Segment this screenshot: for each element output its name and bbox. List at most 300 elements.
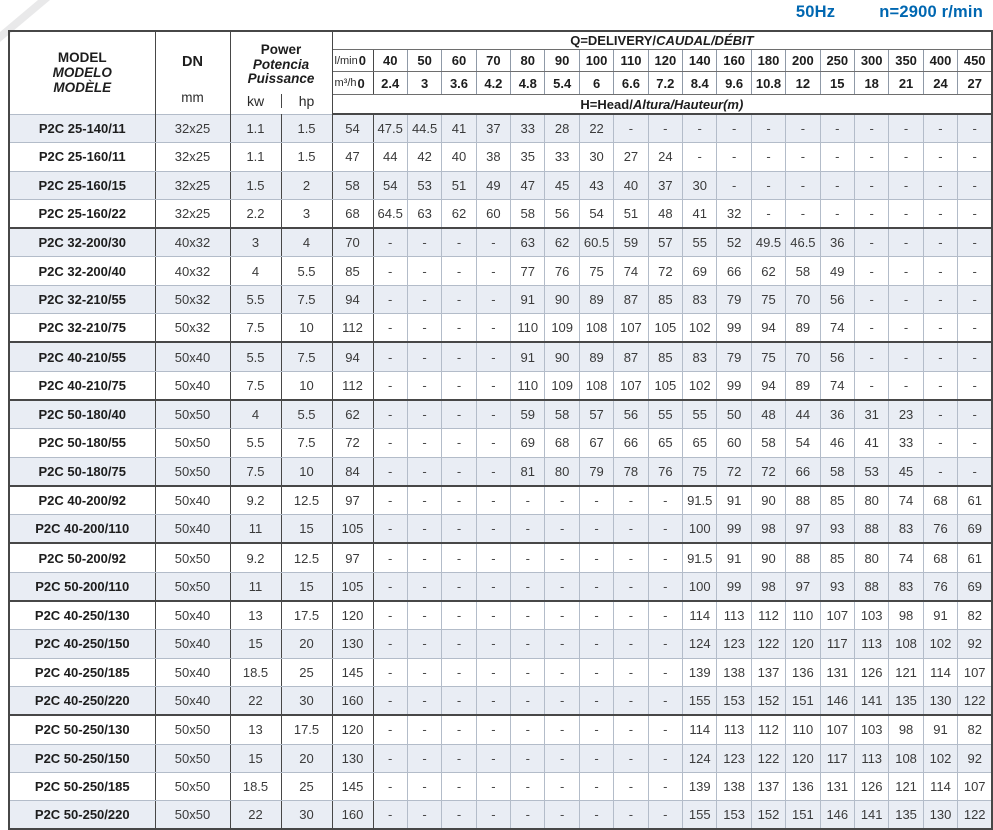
head-value-cell: 122	[751, 744, 785, 772]
head-value-cell: 117	[820, 630, 854, 658]
head-value-cell: 62	[545, 228, 579, 257]
kw-cell: 3	[230, 228, 281, 257]
head-value-cell: -	[373, 486, 407, 515]
hp-cell: 12.5	[281, 486, 332, 515]
head-value-cell: -	[854, 371, 888, 400]
model-cell: P2C 25-160/15	[9, 171, 155, 199]
flow-m3h-value: 6	[579, 72, 613, 95]
head-value-cell: 75	[751, 342, 785, 371]
head-value-cell: -	[442, 715, 476, 744]
head-value-cell: 23	[889, 400, 923, 429]
head-value-cell: 151	[786, 686, 820, 715]
flow-m3h-value: 7.2	[648, 72, 682, 95]
head-value-cell: -	[407, 314, 441, 343]
head-value-cell: -	[373, 515, 407, 544]
flow-m3h-value: 27	[958, 72, 993, 95]
head-value-cell: -	[407, 572, 441, 601]
head-value-cell: -	[889, 314, 923, 343]
head-value-cell: -	[923, 114, 957, 143]
head-value-cell: -	[614, 114, 648, 143]
c0-cell: 47	[332, 143, 373, 171]
head-value-cell: 58	[511, 199, 545, 228]
kw-cell: 13	[230, 715, 281, 744]
head-value-cell: 131	[820, 658, 854, 686]
head-value-cell: -	[442, 285, 476, 313]
model-cell: P2C 40-200/110	[9, 515, 155, 544]
flow-lmin-value: 80	[511, 50, 545, 72]
head-value-cell: 117	[820, 744, 854, 772]
head-value-cell: 41	[854, 429, 888, 457]
kw-cell: 5.5	[230, 285, 281, 313]
head-value-cell: -	[407, 400, 441, 429]
model-title-en: MODEL	[57, 50, 107, 66]
head-value-cell: -	[442, 686, 476, 715]
head-value-cell: -	[889, 257, 923, 285]
head-value-cell: 123	[717, 630, 751, 658]
head-value-cell: -	[511, 630, 545, 658]
head-value-cell: -	[579, 686, 613, 715]
head-value-cell: 75	[579, 257, 613, 285]
model-cell: P2C 40-250/185	[9, 658, 155, 686]
model-cell: P2C 50-180/75	[9, 457, 155, 486]
power-title-fr: Puissance	[247, 71, 315, 87]
head-value-cell: 109	[545, 314, 579, 343]
head-value-cell: -	[614, 601, 648, 630]
flow-m3h-value: 18	[854, 72, 888, 95]
c0-cell: 145	[332, 658, 373, 686]
head-value-cell: 63	[407, 199, 441, 228]
head-value-cell: 88	[786, 486, 820, 515]
head-value-cell: 33	[889, 429, 923, 457]
table-row	[9, 543, 992, 572]
table-row	[9, 171, 992, 199]
head-value-cell: 72	[717, 457, 751, 486]
head-value-cell: -	[373, 285, 407, 313]
hp-cell: 10	[281, 371, 332, 400]
head-value-cell: -	[579, 715, 613, 744]
dn-cell: 50x40	[155, 371, 230, 400]
head-value-cell: -	[579, 543, 613, 572]
head-value-cell: 38	[476, 143, 510, 171]
head-value-cell: 78	[614, 457, 648, 486]
head-value-cell: 59	[511, 400, 545, 429]
head-value-cell: -	[545, 486, 579, 515]
head-value-cell: -	[889, 143, 923, 171]
head-value-cell: 94	[751, 371, 785, 400]
head-value-cell: 54	[786, 429, 820, 457]
head-value-cell: -	[958, 429, 993, 457]
head-value-cell: 40	[442, 143, 476, 171]
head-value-cell: -	[511, 601, 545, 630]
head-value-cell: -	[648, 114, 682, 143]
kw-cell: 7.5	[230, 371, 281, 400]
head-value-cell: -	[614, 486, 648, 515]
head-value-cell: -	[854, 199, 888, 228]
table-row	[9, 658, 992, 686]
head-value-cell: 98	[889, 715, 923, 744]
model-cell: P2C 50-250/220	[9, 801, 155, 830]
head-value-cell: 59	[614, 228, 648, 257]
kw-cell: 2.2	[230, 199, 281, 228]
head-value-cell: -	[786, 171, 820, 199]
head-value-cell: -	[614, 772, 648, 800]
head-value-cell: 53	[407, 171, 441, 199]
head-value-cell: -	[889, 371, 923, 400]
head-value-cell: 113	[717, 601, 751, 630]
head-value-cell: 87	[614, 285, 648, 313]
head-value-cell: -	[614, 515, 648, 544]
table-row	[9, 572, 992, 601]
head-value-cell: 114	[683, 715, 717, 744]
head-value-cell: 61	[958, 486, 993, 515]
head-value-cell: 62	[442, 199, 476, 228]
flow-lmin-value: 400	[923, 50, 957, 72]
head-value-cell: 135	[889, 686, 923, 715]
head-value-cell: -	[786, 143, 820, 171]
flow-m3h-value: 3.6	[442, 72, 476, 95]
head-value-cell: -	[958, 371, 993, 400]
hp-cell: 7.5	[281, 342, 332, 371]
flow-lmin-value: 70	[476, 50, 510, 72]
table-row	[9, 457, 992, 486]
hp-cell: 10	[281, 457, 332, 486]
head-value-cell: -	[407, 744, 441, 772]
head-value-cell: -	[854, 342, 888, 371]
head-value-cell: -	[648, 543, 682, 572]
head-value-cell: -	[786, 114, 820, 143]
head-value-cell: 107	[820, 601, 854, 630]
head-value-cell: 40	[614, 171, 648, 199]
head-value-cell: -	[476, 371, 510, 400]
head-value-cell: -	[923, 171, 957, 199]
table-row	[9, 314, 992, 343]
head-value-cell: -	[407, 543, 441, 572]
head-value-cell: 31	[854, 400, 888, 429]
head-value-cell: 52	[717, 228, 751, 257]
head-value-cell: 80	[854, 543, 888, 572]
lmin-unit-label: l/min	[334, 54, 358, 67]
head-value-cell: 99	[717, 371, 751, 400]
head-value-cell: 54	[373, 171, 407, 199]
kw-cell: 18.5	[230, 658, 281, 686]
c0-cell: 160	[332, 801, 373, 830]
hp-cell: 4	[281, 228, 332, 257]
flow-lmin-value: 140	[683, 50, 717, 72]
head-value-cell: -	[476, 572, 510, 601]
dn-cell: 40x32	[155, 228, 230, 257]
head-value-cell: 120	[786, 630, 820, 658]
head-value-cell: 110	[511, 371, 545, 400]
head-value-cell: 58	[545, 400, 579, 429]
head-value-cell: -	[407, 715, 441, 744]
kw-cell: 4	[230, 400, 281, 429]
head-value-cell: -	[854, 257, 888, 285]
head-value-cell: 99	[717, 515, 751, 544]
head-value-cell: 55	[683, 400, 717, 429]
head-value-cell: -	[889, 114, 923, 143]
head-value-cell: 146	[820, 801, 854, 830]
c0-cell: 130	[332, 630, 373, 658]
head-value-cell: -	[442, 772, 476, 800]
c0-cell: 120	[332, 715, 373, 744]
kw-cell: 22	[230, 686, 281, 715]
head-value-cell: -	[614, 801, 648, 830]
head-value-cell: -	[442, 342, 476, 371]
kw-cell: 9.2	[230, 543, 281, 572]
c0-cell: 94	[332, 285, 373, 313]
head-value-cell: 153	[717, 801, 751, 830]
head-value-cell: -	[958, 314, 993, 343]
head-value-cell: -	[407, 801, 441, 830]
head-value-cell: -	[373, 314, 407, 343]
hp-cell: 30	[281, 686, 332, 715]
head-value-cell: -	[648, 744, 682, 772]
dn-cell: 50x32	[155, 314, 230, 343]
head-value-cell: -	[923, 285, 957, 313]
power-title-es: Potencia	[252, 56, 310, 72]
head-value-cell: 155	[683, 686, 717, 715]
model-cell: P2C 32-200/30	[9, 228, 155, 257]
head-value-cell: 108	[579, 371, 613, 400]
head-value-cell: -	[407, 371, 441, 400]
head-value-cell: 107	[958, 772, 993, 800]
head-value-cell: 137	[751, 772, 785, 800]
hp-cell: 25	[281, 772, 332, 800]
head-value-cell: 42	[407, 143, 441, 171]
head-value-cell: -	[958, 143, 993, 171]
c0-cell: 84	[332, 457, 373, 486]
head-value-cell: 47.5	[373, 114, 407, 143]
head-value-cell: 85	[820, 543, 854, 572]
head-value-cell: 122	[958, 801, 993, 830]
head-value-cell: -	[751, 114, 785, 143]
head-value-cell: 108	[579, 314, 613, 343]
head-value-cell: 90	[545, 285, 579, 313]
head-value-cell: 123	[717, 744, 751, 772]
head-value-cell: -	[476, 772, 510, 800]
hp-cell: 2	[281, 171, 332, 199]
model-cell: P2C 40-250/150	[9, 630, 155, 658]
head-value-cell: 64.5	[373, 199, 407, 228]
flow-lmin-value: 350	[889, 50, 923, 72]
head-value-cell: 81	[511, 457, 545, 486]
table-body	[9, 114, 992, 829]
head-value-cell: 113	[854, 630, 888, 658]
head-value-cell: 110	[511, 314, 545, 343]
head-value-cell: 50	[717, 400, 751, 429]
delivery-title-roman: Q=DELIVERY/	[570, 33, 657, 48]
head-value-cell: 135	[889, 801, 923, 830]
head-value-cell: 37	[476, 114, 510, 143]
dn-cell: 50x40	[155, 601, 230, 630]
dn-cell: 32x25	[155, 143, 230, 171]
c0-cell: 120	[332, 601, 373, 630]
table-row	[9, 601, 992, 630]
head-value-cell: -	[442, 257, 476, 285]
hp-cell: 20	[281, 744, 332, 772]
head-value-cell: -	[923, 429, 957, 457]
head-value-cell: -	[648, 572, 682, 601]
head-value-cell: -	[648, 715, 682, 744]
head-value-cell: 85	[648, 285, 682, 313]
head-value-cell: -	[614, 572, 648, 601]
head-value-cell: -	[476, 285, 510, 313]
delivery-title-italic: CAUDAL/DÉBIT	[656, 33, 754, 48]
head-value-cell: -	[373, 342, 407, 371]
head-value-cell: 126	[854, 772, 888, 800]
head-value-cell: 112	[751, 601, 785, 630]
kw-cell: 1.1	[230, 143, 281, 171]
head-value-cell: 90	[751, 486, 785, 515]
flow-m3h-value: 24	[923, 72, 957, 95]
table-row	[9, 228, 992, 257]
c0-cell: 112	[332, 371, 373, 400]
head-value-cell: -	[923, 457, 957, 486]
head-value-cell: 41	[683, 199, 717, 228]
head-value-cell: 136	[786, 658, 820, 686]
head-value-cell: -	[442, 429, 476, 457]
head-value-cell: 28	[545, 114, 579, 143]
head-value-cell: -	[373, 572, 407, 601]
head-value-cell: -	[407, 772, 441, 800]
head-value-cell: -	[545, 515, 579, 544]
head-value-cell: -	[545, 658, 579, 686]
head-value-cell: -	[614, 630, 648, 658]
flow-lmin-value: 180	[751, 50, 785, 72]
head-value-cell: 138	[717, 658, 751, 686]
head-value-cell: 98	[751, 515, 785, 544]
flow-lmin-value: 120	[648, 50, 682, 72]
hp-cell: 1.5	[281, 114, 332, 143]
head-value-cell: -	[923, 400, 957, 429]
head-value-cell: 91	[717, 543, 751, 572]
kw-cell: 18.5	[230, 772, 281, 800]
head-value-cell: 105	[648, 314, 682, 343]
head-value-cell: -	[476, 400, 510, 429]
head-value-cell: -	[958, 457, 993, 486]
head-value-cell: -	[545, 686, 579, 715]
head-value-cell: -	[476, 801, 510, 830]
head-value-cell: -	[442, 601, 476, 630]
hp-cell: 17.5	[281, 601, 332, 630]
head-value-cell: 138	[717, 772, 751, 800]
flow-lmin-value: 300	[854, 50, 888, 72]
dn-cell: 50x40	[155, 342, 230, 371]
head-value-cell: 139	[683, 772, 717, 800]
head-value-cell: 58	[786, 257, 820, 285]
head-value-cell: -	[889, 171, 923, 199]
flow-m3h-value: 10.8	[751, 72, 785, 95]
head-value-cell: 69	[958, 572, 993, 601]
head-value-cell: 110	[786, 715, 820, 744]
dn-cell: 50x40	[155, 486, 230, 515]
c0-cell: 145	[332, 772, 373, 800]
head-value-cell: -	[648, 515, 682, 544]
head-value-cell: 91	[717, 486, 751, 515]
head-value-cell: 75	[751, 285, 785, 313]
head-value-cell: 139	[683, 658, 717, 686]
flow-lmin-value: 250	[820, 50, 854, 72]
head-value-cell: 74	[820, 371, 854, 400]
head-value-cell: -	[373, 715, 407, 744]
head-value-cell: 30	[683, 171, 717, 199]
head-value-cell: 80	[545, 457, 579, 486]
head-value-cell: 109	[545, 371, 579, 400]
head-value-cell: -	[786, 199, 820, 228]
head-value-cell: -	[579, 486, 613, 515]
model-cell: P2C 25-140/11	[9, 114, 155, 143]
m3h-zero-value: 0	[357, 75, 365, 91]
head-value-cell: 99	[717, 572, 751, 601]
m3h-unit-label: m³/h	[334, 77, 357, 89]
table-row	[9, 686, 992, 715]
head-value-cell: 49	[820, 257, 854, 285]
head-value-cell: -	[958, 114, 993, 143]
head-value-cell: -	[579, 515, 613, 544]
c0-cell: 97	[332, 543, 373, 572]
head-value-cell: -	[889, 342, 923, 371]
pump-performance-table	[8, 30, 993, 830]
kw-cell: 15	[230, 744, 281, 772]
head-value-cell: 92	[958, 744, 993, 772]
head-value-cell: -	[854, 171, 888, 199]
head-value-cell: 120	[786, 744, 820, 772]
head-value-cell: 122	[958, 686, 993, 715]
c0-cell: 54	[332, 114, 373, 143]
dn-cell: 50x50	[155, 572, 230, 601]
head-value-cell: 51	[614, 199, 648, 228]
head-value-cell: 131	[820, 772, 854, 800]
head-value-cell: 113	[854, 744, 888, 772]
head-value-cell: -	[407, 342, 441, 371]
head-value-cell: 97	[786, 572, 820, 601]
head-value-cell: -	[373, 658, 407, 686]
head-value-cell: -	[442, 457, 476, 486]
head-value-cell: -	[958, 400, 993, 429]
hp-cell: 15	[281, 572, 332, 601]
model-cell: P2C 32-200/40	[9, 257, 155, 285]
head-value-cell: 89	[786, 314, 820, 343]
motor-spec-line	[796, 3, 983, 22]
head-value-cell: 74	[889, 486, 923, 515]
head-value-cell: -	[373, 801, 407, 830]
head-value-cell: 36	[820, 400, 854, 429]
head-value-cell: 93	[820, 572, 854, 601]
head-value-cell: -	[579, 801, 613, 830]
head-value-cell: -	[511, 772, 545, 800]
head-value-cell: 45	[889, 457, 923, 486]
head-value-cell: 44.5	[407, 114, 441, 143]
head-value-cell: -	[545, 543, 579, 572]
head-value-cell: 100	[683, 572, 717, 601]
head-value-cell: 66	[786, 457, 820, 486]
c0-cell: 62	[332, 400, 373, 429]
head-value-cell: -	[476, 715, 510, 744]
flow-lmin-value: 450	[958, 50, 993, 72]
head-value-cell: -	[476, 686, 510, 715]
head-value-cell: 79	[717, 285, 751, 313]
kw-cell: 1.1	[230, 114, 281, 143]
head-value-cell: 79	[579, 457, 613, 486]
head-value-cell: -	[511, 715, 545, 744]
flow-m3h-value: 9.6	[717, 72, 751, 95]
head-value-cell: -	[476, 429, 510, 457]
head-value-cell: 100	[683, 515, 717, 544]
head-value-cell: 88	[854, 572, 888, 601]
head-value-cell: -	[511, 801, 545, 830]
head-value-cell: -	[407, 285, 441, 313]
head-value-cell: 108	[889, 744, 923, 772]
